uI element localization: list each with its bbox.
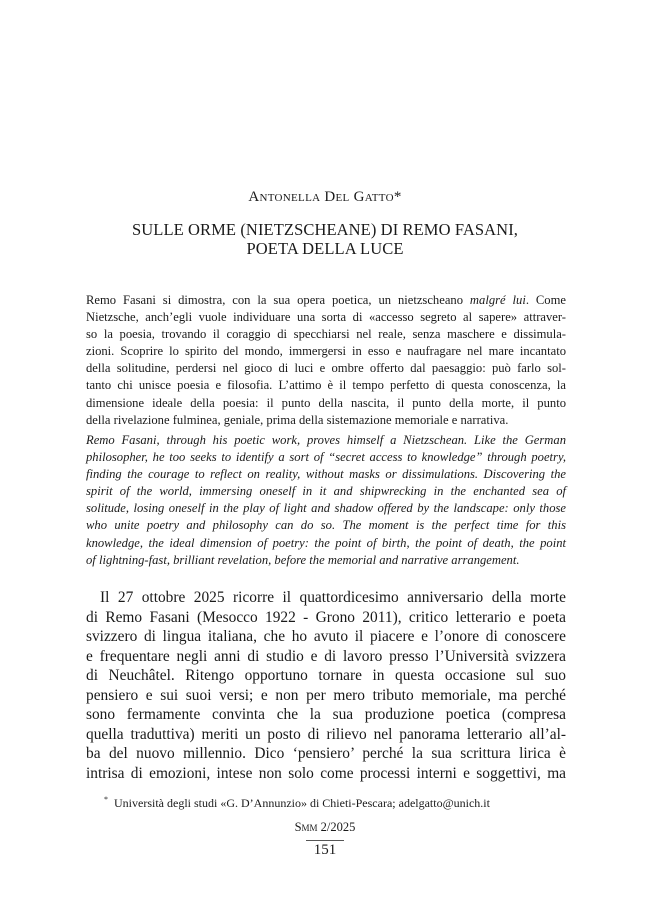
abstract-en-line: who unite poetry and philosophy can do so. The moment is the perfect time for this [86, 518, 566, 533]
abstract-it-line: so la poesia, trovando il coraggio di specchiarsi nel reale, senza maschere e dissimula- [86, 327, 566, 342]
title-line-1: SULLE ORME (NIETZSCHEANE) DI REMO FASANI, [131, 220, 519, 239]
abstract-en-line: philosopher, he too seeks to identify a sort of “secret access to knowledge” through poetry, [86, 450, 566, 465]
footer-rule [306, 840, 344, 841]
footnote-text: Università degli studi «G. D’Annunzio» di Chieti-Pescara; adelgatto@unich.it [114, 796, 490, 810]
footnote [104, 795, 490, 811]
journal-issue: Smm 2/2025 [294, 820, 356, 834]
abstract-it-line-1b: . Come [525, 293, 566, 307]
body-line: e frequentare negli anni di studio e di lavoro presso l’Università svizzera [86, 647, 566, 665]
article-title [0, 220, 650, 258]
body-line: Il 27 ottobre 2025 ricorre il quattordicesimo anniversario della morte [100, 589, 566, 606]
abstract-it-line: dimensione ideale della poesia: il punto della nascita, il punto della morte, il punto [86, 395, 566, 410]
title-line-2: POETA DELLA LUCE [246, 239, 404, 258]
abstract-en-line: spirit of the world, immersing oneself in it and shipwrecking in the enchanted sea of [86, 484, 566, 499]
abstract-en-line: solitude, losing oneself in the play of light and shadow offered by the landscape: only those [86, 501, 566, 516]
body-line: intrisa di emozioni, intese non solo come processi interni e soggettivi, ma [86, 764, 566, 782]
abstract-it-line: zioni. Scoprire lo spirito del mondo, immergersi in esso e naufragare nel mare incantato [86, 344, 566, 359]
body-line: pensiero e sui suoi versi; e non per mero tributo memoriale, ma perché [86, 686, 566, 704]
footnote-marker: * [104, 795, 108, 804]
abstract-it-line-1a: Remo Fasani si dimostra, con la sua opera poetica, un nietzscheano [86, 293, 470, 307]
abstract-english [86, 432, 566, 569]
body-line: quella traduttiva) meriti un posto di rilievo nel panorama letterario all’al- [86, 725, 566, 743]
body-line: ba del nuovo millennio. Dico ‘pensiero’ perché la sua scrittura lirica è [86, 745, 566, 762]
body-line: di Remo Fasani (Mesocco 1922 - Grono 2011), critico letterario e poeta [86, 608, 566, 626]
abstract-it-line [86, 292, 566, 309]
abstract-italian [86, 292, 566, 429]
abstract-it-line: della solitudine, perdersi nel gioco di luci e ombre offerto dal paesaggio: può farlo sol- [86, 361, 566, 376]
abstract-en-line: knowledge, the ideal dimension of poetry: the point of birth, the point of death, the point [86, 535, 566, 550]
abstract-it-line: tanto chi unisce poesia e filosofia. L’attimo è il tempo perfetto di questa conoscenza, la [86, 378, 566, 393]
abstract-it-emphasis: malgré lui [469, 293, 526, 307]
abstract-it-line: Nietzsche, anch’egli vuole individuare una sorta di «accesso segreto al sapere» attraver- [86, 310, 566, 325]
body-paragraph [86, 588, 566, 783]
abstract-en-line: of lightning-fast, brilliant revelation, before the memorial and narrative arrangement. [86, 552, 520, 567]
body-line: sono fermamente convinta che la sua produzione poetica (compresa [86, 706, 566, 723]
body-line: di Neuchâtel. Ritengo opportuno tornare in questa occasione sul suo [86, 667, 566, 684]
abstract-it-line: della rivelazione fulminea, geniale, prima della sistemazione memoriale e narrativa. [86, 412, 509, 427]
abstract-en-line: Remo Fasani, through his poetic work, proves himself a Nietzschean. Like the German [86, 433, 566, 447]
page-number: 151 [313, 842, 337, 858]
body-line: svizzero di lingua italiana, che ho avuto il piacere e l’onore di conoscere [86, 628, 566, 645]
author-name: Antonella Del Gatto* [248, 189, 402, 205]
abstract-en-line: finding the courage to reflect on reality, without masks or dissimulations. Discovering the [86, 467, 566, 482]
